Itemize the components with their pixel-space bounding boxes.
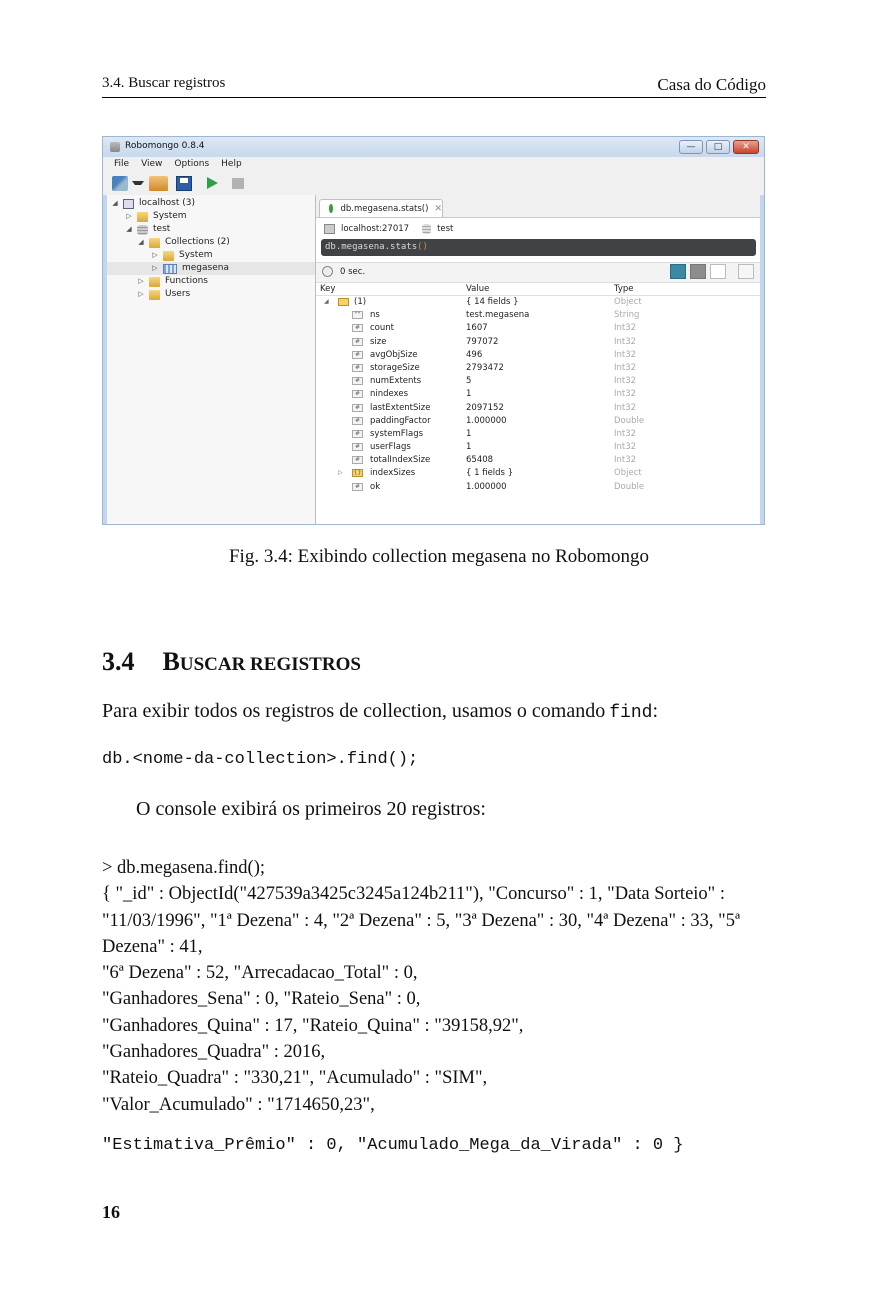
connect-icon[interactable] [112,176,128,191]
collapsed-arrow-icon[interactable]: ▷ [138,290,144,298]
row-type: Int32 [614,402,637,413]
row-type: Int32 [614,376,637,387]
row-key: paddingFactor [370,415,431,426]
column-header-type[interactable]: Type [614,284,634,294]
row-type: Int32 [614,323,637,334]
console-output [102,855,772,1118]
table-row[interactable] [316,388,760,401]
grid-header [316,283,760,296]
collapsed-arrow-icon[interactable]: ▷ [138,277,144,285]
tree-item-label: megasena [182,263,229,273]
row-value: 1.000000 [466,481,507,492]
tab-query[interactable] [319,199,443,217]
run-icon[interactable] [207,177,218,189]
row-type: Int32 [614,349,637,360]
tree-item-label: localhost (3) [139,198,196,208]
row-key: ns [370,310,380,321]
execution-time: 0 sec. [340,267,366,277]
tab-close-icon[interactable]: ✕ [434,203,442,214]
table-row[interactable] [316,441,760,454]
row-key: count [370,323,394,334]
output-line: { "_id" : ObjectId("427539a3425c3245a124b211"), "Concurso" : 1, "Data Sorteio" : "11/03/1996", "1ª Dezena" : 4, "2ª Dezena" : 5, "3ª Dezena" : 30, "4ª Dezena" : 33, "5ª Dezena" : 41, [102,884,741,957]
number-icon: # [352,324,363,332]
table-row[interactable] [316,467,760,480]
row-value: test.megasena [466,310,530,321]
section-title-rest: USCAR REGISTROS [179,654,361,675]
query-parens: () [417,242,428,252]
collapsed-arrow-icon[interactable]: ▷ [126,212,132,220]
row-value: 5 [466,376,472,387]
row-type: Int32 [614,336,637,347]
table-row[interactable] [316,481,760,494]
section-title-initial: B [162,647,180,676]
text-view-icon[interactable] [710,264,726,279]
object-icon: {} [353,469,362,477]
expanded-arrow-icon[interactable]: ◢ [112,199,118,207]
clock-icon [322,266,333,277]
table-row[interactable] [316,336,760,349]
row-value: 2793472 [466,362,504,373]
table-row[interactable] [316,415,760,428]
table-row-root[interactable] [316,296,760,309]
object-icon [338,298,349,306]
running-header [102,75,766,98]
connection-info [324,224,453,234]
output-line: "Ganhadores_Sena" : 0, "Rateio_Sena" : 0, [102,989,421,1010]
folder-icon [149,238,160,248]
table-row[interactable] [316,402,760,415]
folder-icon [149,277,160,287]
tree-item-users[interactable] [137,288,190,301]
table-row[interactable] [316,428,760,441]
tree-item-functions[interactable] [137,275,208,288]
tree-item-test[interactable] [125,223,170,236]
tree-view-icon[interactable] [670,264,686,279]
folder-icon [163,251,174,261]
code-output-end: "Estimativa_Prêmio" : 0, "Acumulado_Mega_da_Virada" : 0 } [102,1136,684,1155]
row-value: 1 [466,389,472,400]
number-icon: # [352,351,363,359]
code-find-command: db.<nome-da-collection>.find(); [102,750,419,769]
row-key: nindexes [370,389,409,400]
paragraph-intro [102,700,658,723]
output-line: "6ª Dezena" : 52, "Arrecadacao_Total" : 0, [102,963,418,984]
output-line: "Ganhadores_Quadra" : 2016, [102,1042,326,1063]
tree-item-localhost[interactable] [111,197,195,210]
server-icon [123,199,134,209]
number-icon: # [352,338,363,346]
row-key: userFlags [370,442,411,453]
query-text: db.megasena.stats [325,242,418,252]
maximize-button[interactable] [706,140,730,154]
tree-item-label: System [153,211,187,221]
table-row[interactable] [316,349,760,362]
close-button[interactable] [733,140,759,154]
expanded-arrow-icon[interactable]: ◢ [324,298,329,305]
database-icon [422,224,431,234]
string-icon: "" [352,311,363,319]
table-view-icon[interactable] [690,264,706,279]
row-value: 1607 [466,323,488,334]
row-key: totalIndexSize [370,455,431,466]
tab-strip [316,195,760,218]
column-header-value[interactable]: Value [466,284,490,294]
number-icon: # [352,404,363,412]
row-value: 2097152 [466,402,504,413]
row-type: Double [614,481,645,492]
tree-item-megasena[interactable] [107,262,315,275]
menu-file[interactable]: File [114,159,130,169]
folder-icon [137,212,148,222]
row-value: 65408 [466,455,494,466]
table-row[interactable] [316,454,760,467]
menu-view[interactable]: View [141,159,163,169]
table-row[interactable] [316,375,760,388]
number-icon: # [352,443,363,451]
menu-bar [103,157,764,172]
paragraph-console: O console exibirá os primeiros 20 registros: [136,798,486,820]
menu-help[interactable]: Help [221,159,242,169]
output-line: > db.megasena.find(); [102,858,266,878]
output-line: "Valor_Acumulado" : "1714650,23", [102,1094,375,1115]
number-icon: # [352,456,363,464]
save-icon[interactable] [176,176,192,191]
server-address: localhost:27017 [341,224,410,234]
tree-item-label: Functions [165,276,208,286]
row-key: ok [370,481,381,492]
number-icon: # [352,377,363,385]
number-icon: # [352,364,363,372]
row-type: Object [614,297,642,307]
tree-item-system[interactable] [125,210,187,223]
dropdown-arrow-icon[interactable] [132,181,144,185]
number-icon: # [352,483,363,491]
row-key: indexSizes [370,468,416,479]
paragraph-end: : [652,700,659,722]
row-type: Int32 [614,442,637,453]
row-type: Int32 [614,428,637,439]
column-header-key[interactable]: Key [320,284,336,294]
row-key: (1) [354,297,367,307]
row-value: 1.000000 [466,415,507,426]
robomongo-window [102,136,765,525]
app-icon [110,142,120,152]
view-mode-buttons [670,264,754,279]
collapsed-arrow-icon[interactable]: ▷ [152,251,158,259]
row-value: 1 [466,442,472,453]
window-title: Robomongo 0.8.4 [125,141,205,151]
tree-item-label: test [153,224,171,234]
row-type: String [614,310,640,321]
mongodb-leaf-icon [329,204,333,213]
row-value: 797072 [466,336,499,347]
close-icon: ✕ [742,142,750,152]
paragraph-text: Para exibir todos os registros de collection, usamos o comando [102,700,606,722]
header-publisher: Casa do Código [657,75,766,94]
table-row[interactable] [316,362,760,375]
toolbar [103,172,764,196]
expanded-arrow-icon[interactable]: ◢ [138,238,144,246]
row-type: Object [614,468,642,479]
tree-item-label: System [179,250,213,260]
number-icon: # [352,417,363,425]
query-panel [316,195,764,524]
window-controls [679,140,759,154]
table-row[interactable] [316,309,760,322]
tab-label: db.megasena.stats() [340,203,429,214]
row-value: 496 [466,349,483,360]
result-grid [316,283,760,494]
collapsed-arrow-icon[interactable]: ▷ [338,469,343,477]
section-heading [102,647,361,677]
figure-caption: Fig. 3.4: Exibindo collection megasena no Robomongo [228,546,650,567]
database-icon [137,225,148,235]
row-key: numExtents [370,376,422,387]
explorer-tree [103,195,316,524]
header-section-title: 3.4. Buscar registros [102,75,226,91]
minimize-icon: — [686,142,696,152]
menu-options[interactable]: Options [174,159,210,169]
row-key: avgObjSize [370,349,418,360]
database-name: test [437,224,454,234]
row-key: storageSize [370,362,420,373]
inline-code: find [609,703,653,723]
output-line: "Rateio_Quadra" : "330,21", "Acumulado" : "SIM", [102,1068,488,1089]
row-type: Int32 [614,455,637,466]
stop-icon[interactable] [232,178,244,189]
row-type: Int32 [614,362,637,373]
row-type: Double [614,415,645,426]
row-value: 1 [466,428,472,439]
number-icon: # [352,430,363,438]
tree-item-collections[interactable] [137,236,230,249]
maximize-icon: □ [713,142,723,152]
tree-item-label: Collections (2) [165,237,230,247]
collapsed-arrow-icon[interactable]: ▷ [152,264,158,272]
tree-item-label: Users [165,289,191,299]
collection-icon [163,264,177,274]
row-value: { 14 fields } [466,297,519,307]
output-line: "Ganhadores_Quina" : 17, "Rateio_Quina" : "39158,92", [102,1015,524,1036]
row-key: size [370,336,387,347]
query-editor[interactable] [321,239,756,256]
minimize-button[interactable] [679,140,703,154]
page-number: 16 [102,1202,120,1222]
row-key: lastExtentSize [370,402,431,413]
server-icon [324,224,335,234]
table-row[interactable] [316,322,760,335]
row-value: { 1 fields } [466,468,514,479]
row-type: Int32 [614,389,637,400]
maximize-panel-icon[interactable] [738,264,754,279]
tree-item-system-collections[interactable] [151,249,213,262]
title-bar [103,137,764,157]
number-icon: # [352,390,363,398]
open-folder-icon[interactable] [149,176,168,191]
folder-icon [149,290,160,300]
result-bar [316,262,760,283]
row-key: systemFlags [370,428,424,439]
section-number: 3.4 [102,647,135,676]
expanded-arrow-icon[interactable]: ◢ [126,225,132,233]
